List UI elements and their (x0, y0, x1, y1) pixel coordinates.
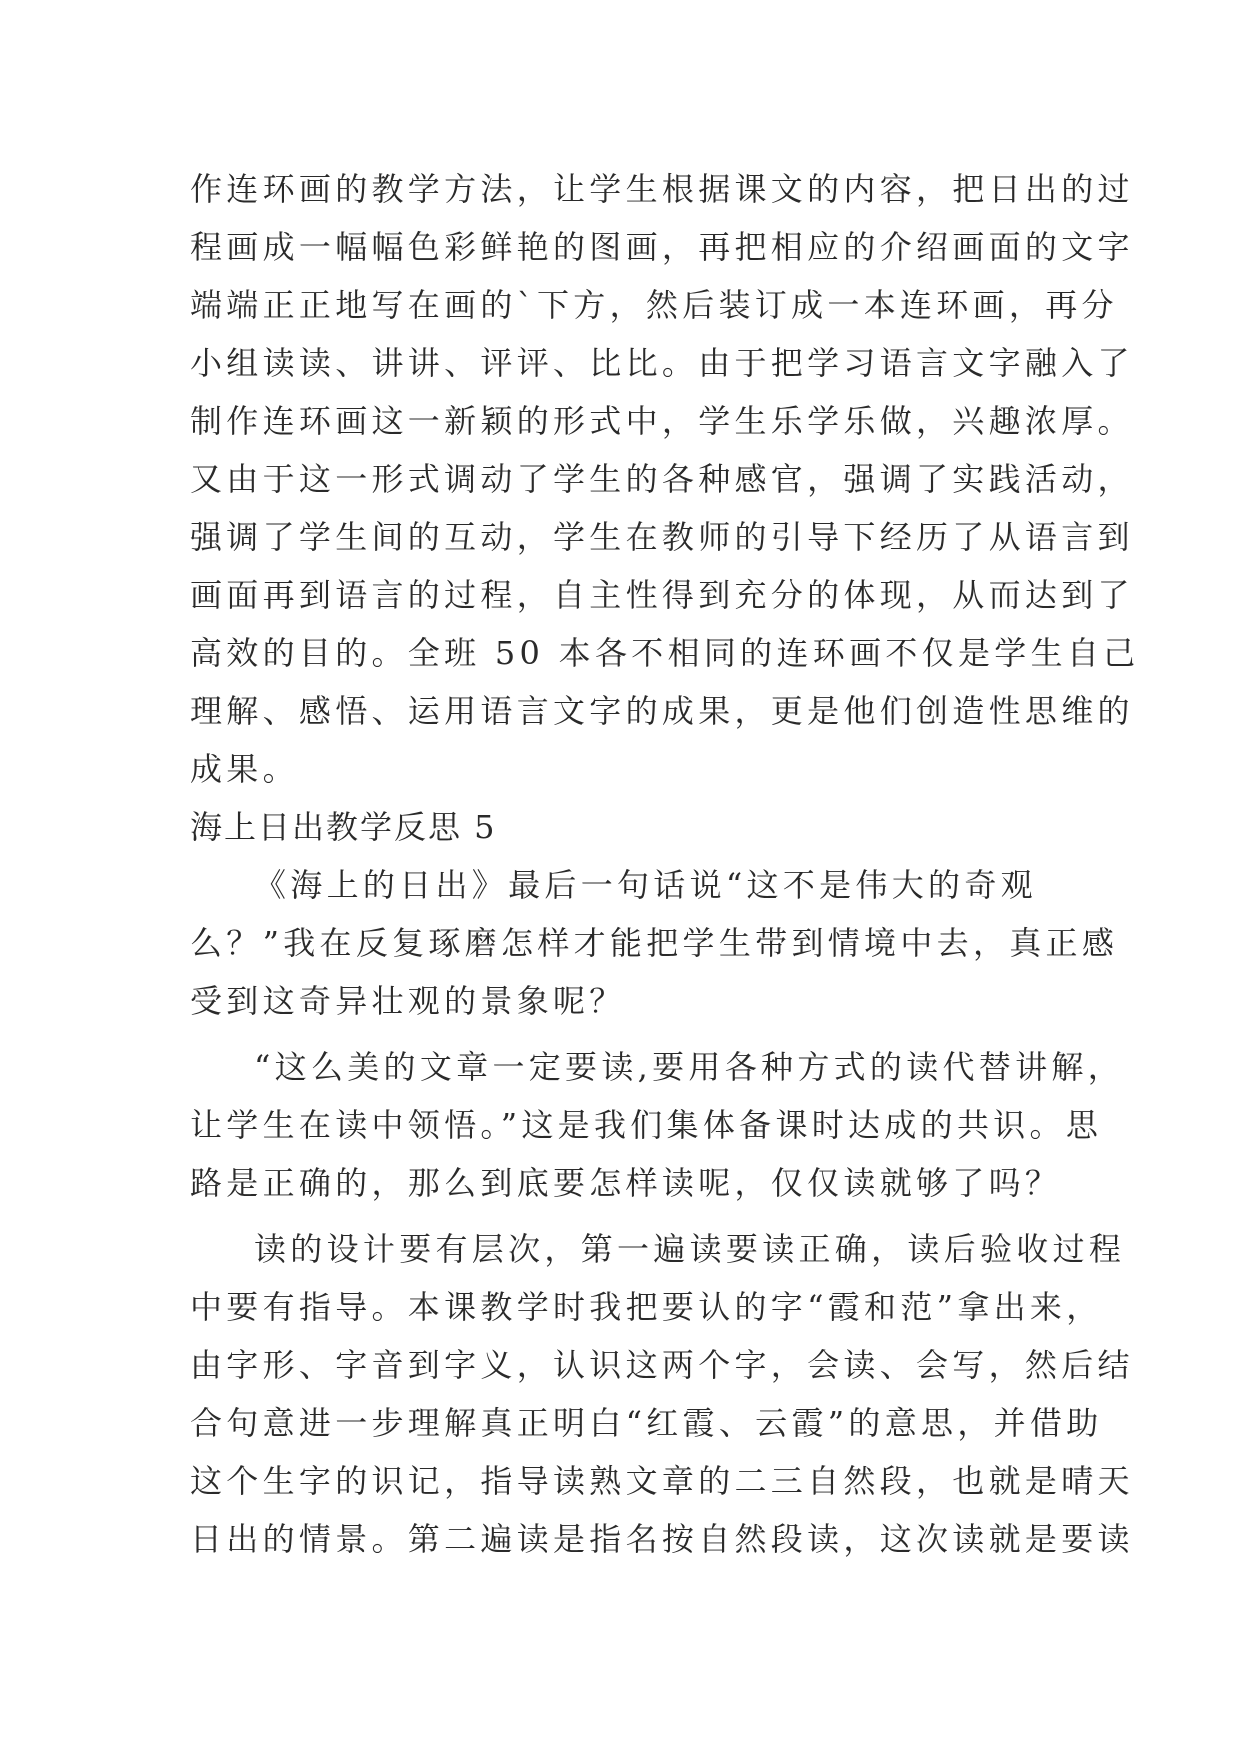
text-line: 合句意进一步理解真正明白“红霞、云霞”的意思，并借助 (190, 1404, 1103, 1442)
text-line: 小组读读、讲讲、评评、比比。由于把学习语言文字融入了 (190, 344, 1134, 382)
text-line: 理解、感悟、运用语言文字的成果，更是他们创造性思维的 (190, 692, 1134, 730)
paragraph-3 (190, 1038, 1125, 1212)
document-body (190, 160, 1140, 1568)
paragraph-2 (190, 856, 1119, 1030)
text-line: 强调了学生间的互动，学生在教师的引导下经历了从语言到 (190, 518, 1134, 556)
section-heading: 海上日出教学反思 5 (190, 808, 497, 846)
text-line: “这么美的文章一定要读,要用各种方式的读代替讲解， (254, 1048, 1125, 1086)
text-line: 么？”我在反复琢磨怎样才能把学生带到情境中去，真正感 (190, 924, 1119, 962)
text-line: 高效的目的。全班 50 本各不相同的连环画不仅是学生自己 (190, 634, 1140, 672)
text-line: 《海上的日出》最后一句话说“这不是伟大的奇观 (254, 866, 1037, 904)
text-line: 受到这奇异壮观的景象呢？ (190, 982, 626, 1020)
text-line: 路是正确的，那么到底要怎样读呢，仅仅读就够了吗？ (190, 1164, 1062, 1202)
text-line: 读的设计要有层次，第一遍读要读正确，读后验收过程 (254, 1230, 1126, 1268)
text-line: 端端正正地写在画的`下方，然后装订成一本连环画，再分 (190, 286, 1118, 324)
paragraph-1 (190, 160, 1140, 798)
text-line: 又由于这一形式调动了学生的各种感官，强调了实践活动， (190, 460, 1134, 498)
text-line: 成果。 (190, 750, 299, 788)
text-line: 制作连环画这一新颖的形式中，学生乐学乐做，兴趣浓厚。 (190, 402, 1134, 440)
paragraph-4 (190, 1220, 1134, 1568)
text-line: 由字形、字音到字义，认识这两个字，会读、会写，然后结 (190, 1346, 1134, 1384)
text-line: 这个生字的识记，指导读熟文章的二三自然段，也就是晴天 (190, 1462, 1134, 1500)
text-line: 作连环画的教学方法，让学生根据课文的内容，把日出的过 (190, 170, 1134, 208)
text-line: 画面再到语言的过程，自主性得到充分的体现，从而达到了 (190, 576, 1134, 614)
text-line: 程画成一幅幅色彩鲜艳的图画，再把相应的介绍画面的文字 (190, 228, 1134, 266)
text-line: 日出的情景。第二遍读是指名按自然段读，这次读就是要读 (190, 1520, 1134, 1558)
text-line: 让学生在读中领悟。”这是我们集体备课时达成的共识。思 (190, 1106, 1103, 1144)
text-line: 中要有指导。本课教学时我把要认的字“霞和范”拿出来， (190, 1288, 1103, 1326)
